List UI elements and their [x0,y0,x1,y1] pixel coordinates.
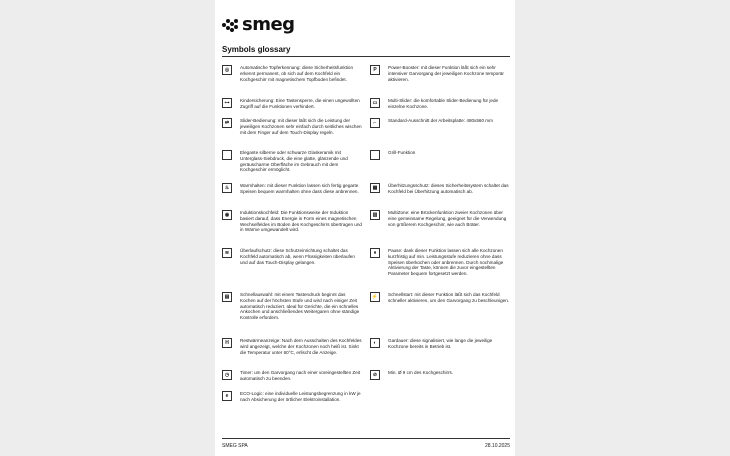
glossary-description: Warmhalten: mit dieser Funktion lassen sich fertig gegarte Speisen bequem warmhalten ohne dass diese anbrennen. [240,183,359,194]
overheat-protection-icon: ▦ [370,183,380,193]
glossary-entry [370,248,510,288]
pan-detection-icon: ◎ [222,65,232,75]
glossary-entry [370,370,510,410]
glossary-description: Schnellauswahl: mit einem Tastendruck beginnt das Kochen auf der höchsten Stufe und wird nach einiger Zeit automatisch reduziert. Ideal für Gerichte, die ein schnelles Ankochen und anschließendes Weitergaren ohne ständige Kontrolle erfordern. [240,292,360,321]
overflow-icon: ≋ [222,248,232,258]
pause-icon: ⏸ [370,248,380,258]
glossary-description: Slider-Bedienung: mit dieser läßt sich die Leistung der jeweiligen Kochzonen sehr einfach durch seitliches wischen mit dem Finger auf dem Touch-Display regeln. [240,118,362,135]
glossary-description: Timer: um den Garvorgang nach einer voreingestellten Zeit automatisch zu beenden. [240,370,361,381]
glossary-description: Grill-Funktion [388,150,416,155]
glossary-entry [222,391,362,431]
glossary-description: Gardauer: diese signalisiert, wie lange die jeweilige Kochzone bereits in Betrieb ist. [388,338,493,349]
glossary-entry [370,210,510,250]
multizone-icon: ▥ [370,210,380,220]
glossary-description: Pause: dank dieser Funktion lassen sich alle Kochzonen kurzfristig auf min. Leistungsstufe reduzieren ohne dass Speisen überkochen oder anbrennen. Durch nochmalige Aktivierung der Taste, können die zuvor eingestellten Parameter bequem fortgesetzt werden. [388,248,504,277]
footer-company: SMEG SPA [222,443,248,449]
quick-start-icon: ⚡ [371,294,379,300]
document-page [215,0,515,456]
residual-heat-icon: H [222,338,232,348]
eco-logic-icon: e [222,391,232,401]
min-diameter-icon: ⊘ [370,370,380,380]
cooking-time-icon: ◐ [370,338,380,348]
glossary-description: MultiZone: eine Brückenfunktion zweier Kochzonen über eine gemeinsame Regelung, geeignet für die Verwendung von größerem Kochgeschirr, wie auch Bräter. [388,210,507,227]
timer-icon: ◷ [222,370,232,380]
logo-dots-icon [222,18,240,32]
smeg-logo [222,16,295,34]
glossary-entry [222,248,362,288]
keep-warm-icon: ♨ [222,183,232,193]
glossary-description: Überhitzungsschutz: dieses Sicherheitssystem schaltet das Kochfeld bei Überhitzung automatisch ab. [388,183,509,194]
multi-slider-icon: ▭ [370,98,380,108]
child-lock-icon: ⊶ [222,98,232,108]
glossary-entry [222,210,362,250]
glossary-description: Standard-Ausschnitt der Arbeitsplatte: 480x560 mm [388,118,493,123]
footer-divider [222,438,510,439]
footer-date: 28.10.2025 [484,443,510,449]
glossary-description: Multi-Slider: die komfortable Slider-Bedienung für jede einzelne Kochzone. [388,98,499,109]
glass-ceramic-icon [222,150,232,160]
page-title: Symbols glossary [222,45,291,54]
standard-cutout-icon: ⌐ [370,118,380,128]
slider-control-icon: ⇄ [222,118,232,128]
glossary-description: Restwärmeanzeige: Nach dem Ausschalten des Kochfeldes wird angezeigt, welche der Kochzonen noch heiß ist. Sinkt die Temperatur unter 60°C, erlischt die Anzeige. [240,338,362,355]
glossary-description: Überlaufschutz: diese Schutzeinrichtung schaltet das Kochfeld automatisch ab, wenn Flüssigkeiten überlaufen und auf das Touch-Display gelangen. [240,248,355,265]
glossary-entry [370,292,510,332]
glossary-description: Kindersicherung: Eine Tastensperre, die einen ungewollten Zugriff auf die Funktionen verhindert. [240,98,360,109]
induction-coil-icon: ◉ [222,210,232,220]
glossary-description: Schnellstart: mit dieser Funktion läßt sich das Kochfeld schneller aktivieren, um den Garvorgang zu beschleunigen. [388,292,510,303]
header-divider [222,56,510,57]
power-booster-icon: P [370,65,380,75]
glossary-description: ECO-Logic: eine individuelle Leistungsbegrenzung in kW je nach Absicherung der örtlicher Elektroinstallation. [240,391,361,402]
glossary-entry [222,292,362,332]
glossary-description: Induktionskochfeld: Die Funktionsweise der Induktion basiert darauf, dass Energie in Form eines magnetischen Wechselfeldes im Boden des Kochgeschirrs übertragen und in Wärme umgewandelt wird. [240,210,362,233]
glossary-description: Automatische Topferkennung: diese Sicherheitsfunktion erkennt permanent, ob sich auf dem Kochfeld ein Kochgeschirr mit magnetischem Topfboden befindet. [240,65,354,82]
grill-icon [370,150,380,160]
brand-name: smeg [242,14,295,35]
glossary-description: Power-Booster: mit dieser Funktion läßt sich ein sehr intensiver Garvorgang der jeweiligen Kochzone temporär aktivieren. [388,65,504,82]
glossary-description: Elegante silberne oder schwarze Glaskeramik mit Unterglass-Siebdruck, die eine glatte, glänzende und geräuscharme Oberfläche im Gebrauch mit dem Kochgeschirr ermöglicht. [240,150,348,173]
quick-selection-icon: ▤ [222,292,232,302]
glossary-description: Min. Ø 9 cm des Kochgeschirrs. [388,370,454,375]
